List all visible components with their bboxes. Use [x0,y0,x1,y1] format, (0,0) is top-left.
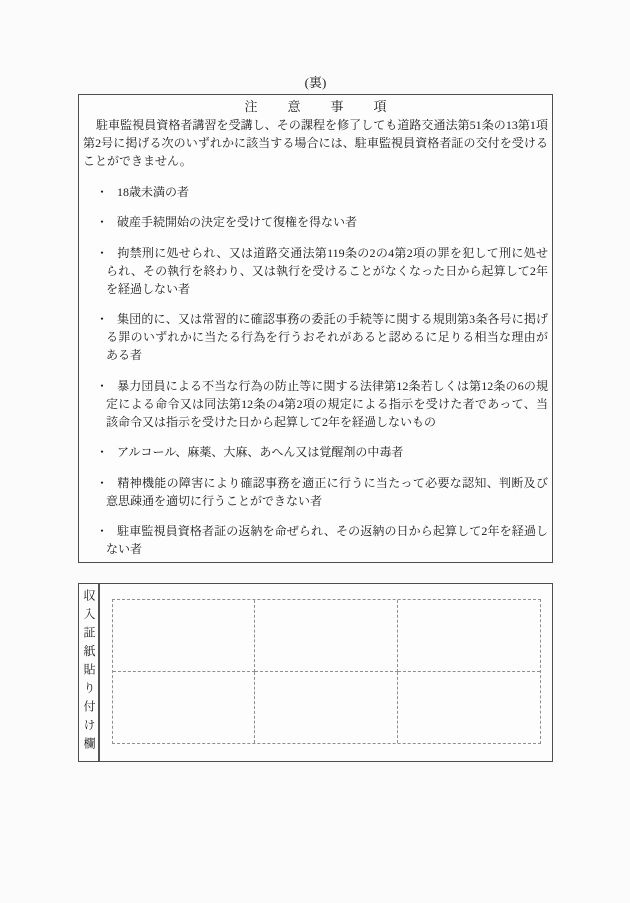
notice-list-item [83,443,548,461]
stamp-grid-area [100,584,552,761]
list-bullet: ・ [96,378,109,393]
notice-item-text: 暴力団員による不当な行為の防止等に関する法律第12条若しくは第12条の6の規定による命令又は同法第12条の4第2項の規定による指示を受けた者であって、当該命令又は指示を受けた日から起算して2年を経過しないもの [106,378,548,429]
list-bullet: ・ [96,184,109,199]
notice-title: 注意事項 [244,99,417,114]
list-bullet: ・ [96,245,109,260]
notice-list-item [83,377,548,431]
notice-item-text: 集団的に、又は常習的に確認事務の委託の手続等に関する規則第3条各号に掲げる罪のいずれかに当たる行為を行うおそれがあると認めるに足りる相当な理由がある者 [106,312,548,362]
notice-list-item [83,522,548,558]
notice-box [78,94,553,563]
notice-list-item [83,213,548,231]
stamp-cell [113,600,255,672]
notice-list-item [83,183,548,201]
stamp-cell [398,672,540,744]
revenue-stamp-box [78,583,553,762]
list-bullet: ・ [96,312,109,326]
notice-item-text: アルコール、麻薬、大麻、あへん又は覚醒剤の中毒者 [117,445,404,459]
notice-intro-paragraph: 駐車監視員資格者講習を受講し、その課程を修了しても道路交通法第51条の13第1項第2号に掲げる次のいずれかに該当する場合には、駐車監視員資格者証の交付を受けることができません。 [83,118,548,168]
stamp-grid [112,599,541,744]
notice-item-text: 精神機能の障害により確認事務を適正に行うに当たって必要な認知、判断及び意思疎通を適切に行うことができない者 [106,475,548,508]
stamp-cell [398,600,540,672]
page-side-label: (裏) [304,75,327,90]
notice-list-item [83,310,548,364]
stamp-area-label: 収入証紙貼り付け欄 [82,589,96,756]
stamp-cell [255,672,397,744]
stamp-cell [113,672,255,744]
notice-list-item [83,244,548,298]
notice-item-text: 拘禁刑に処せられ、又は道路交通法第119条の2の4第2項の罪を犯して刑に処せられ、その執行を終わり、又は執行を受けることがなくなった日から起算して2年を経過しない者 [106,245,548,296]
stamp-cell [255,600,397,672]
list-bullet: ・ [96,445,109,459]
list-bullet: ・ [96,524,109,538]
form-back-page [78,0,553,762]
notice-item-text: 駐車監視員資格者証の返納を命ぜられ、その返納の日から起算して2年を経過しない者 [106,524,548,556]
notice-list-item [83,474,548,510]
notice-item-text: 破産手続開始の決定を受けて復権を得ない者 [117,215,358,229]
list-bullet: ・ [96,215,109,229]
notice-item-text: 18歳未満の者 [117,184,190,199]
stamp-label-column [79,584,100,761]
list-bullet: ・ [96,475,109,490]
